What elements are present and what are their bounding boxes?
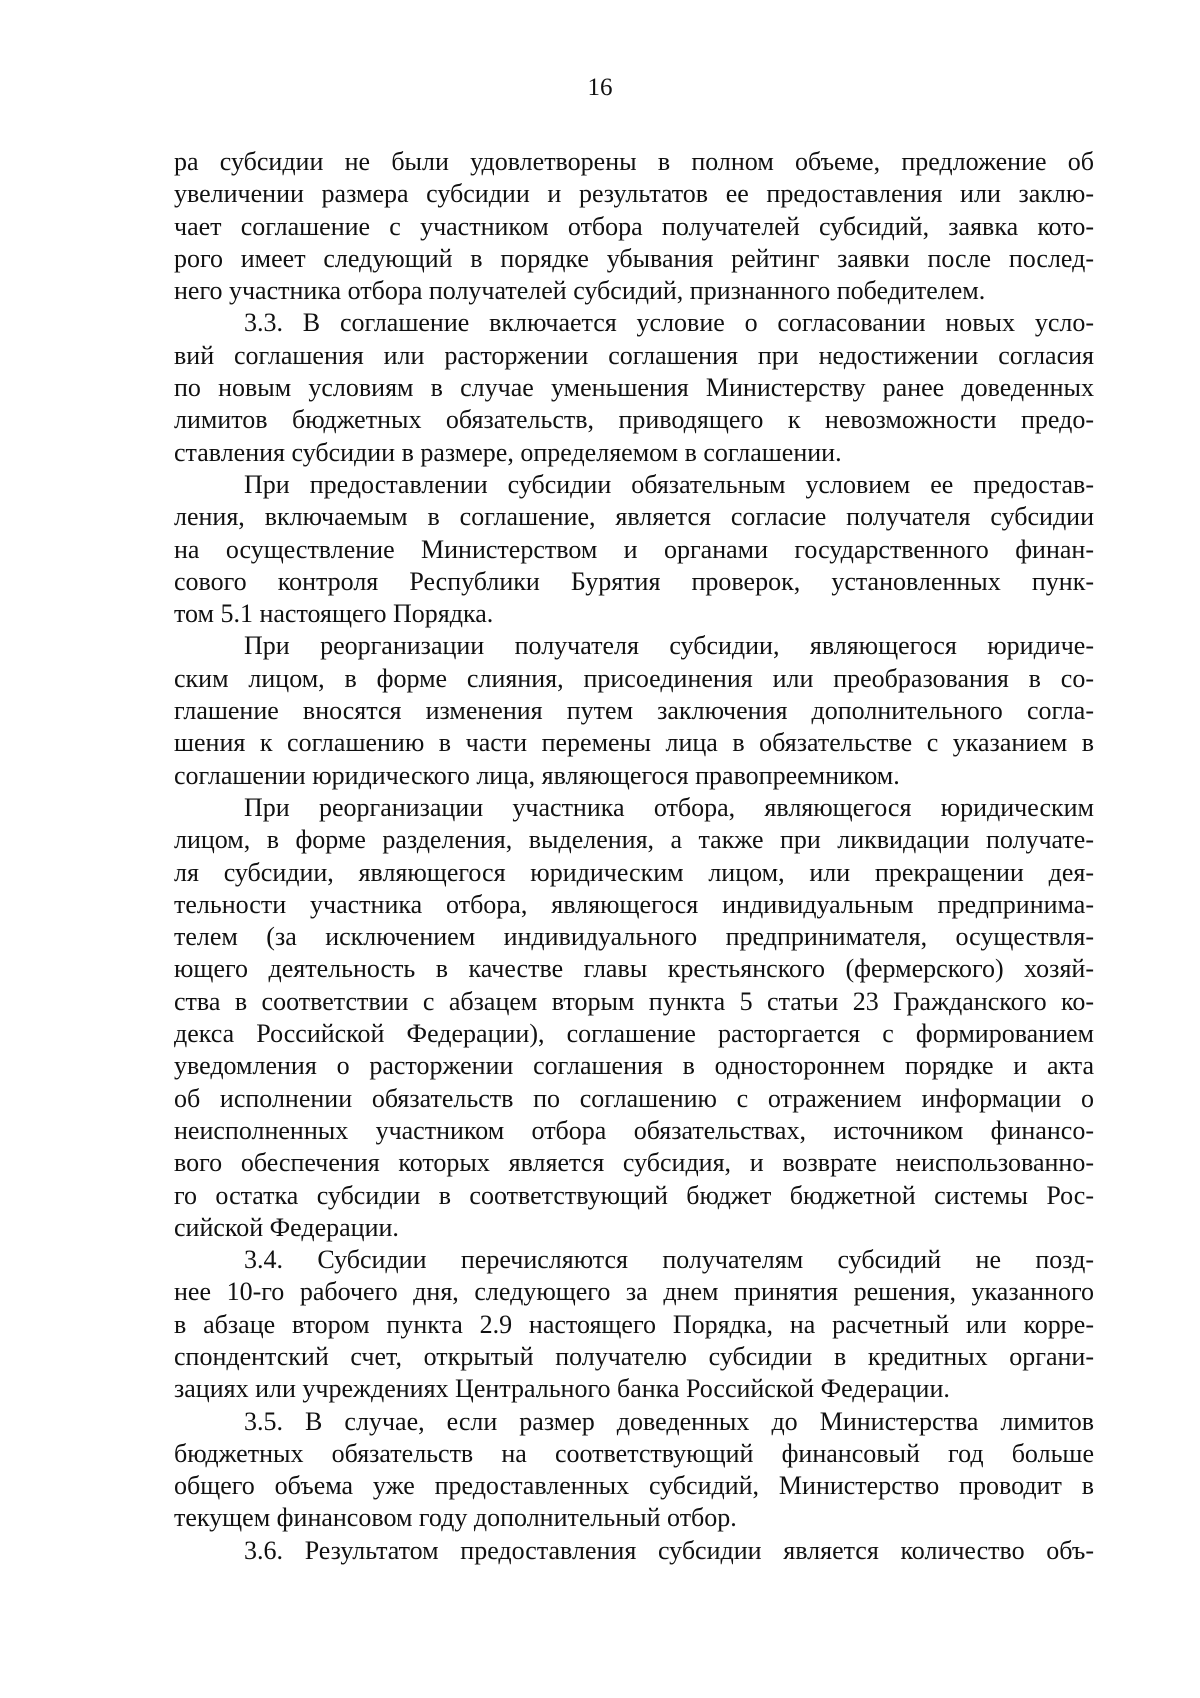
text-line: ским лицом, в форме слияния, присоединения или преобразования в со- <box>174 663 1094 693</box>
text-line: телем (за исключением индивидуального предпринимателя, осуществля- <box>174 922 1094 952</box>
paragraph-4 <box>174 630 1094 791</box>
text-line: по новым условиям в случае уменьшения Министерству ранее доведенных <box>174 373 1094 403</box>
text-line: зациях или учреждениях Центрального банка Российской Федерации. <box>174 1374 950 1404</box>
paragraph-7 <box>174 1406 1094 1535</box>
text-line: текущем финансовом году дополнительный отбор. <box>174 1503 737 1533</box>
text-line: в абзаце втором пункта 2.9 настоящего Порядка, на расчетный или корре- <box>174 1309 1094 1339</box>
page-number: 16 <box>587 74 613 101</box>
text-line: тельности участника отбора, являющегося индивидуальным предпринима- <box>174 889 1094 919</box>
text-line: на осуществление Министерством и органами государственного финан- <box>174 534 1094 564</box>
text-line: общего объема уже предоставленных субсидий, Министерство проводит в <box>174 1471 1094 1501</box>
paragraph-8 <box>174 1535 1094 1567</box>
text-line: 3.4. Субсидии перечисляются получателям субсидий не позд- <box>244 1245 1094 1275</box>
paragraph-5 <box>174 792 1094 1244</box>
text-line: ления, включаемым в соглашение, является согласие получателя субсидии <box>174 502 1094 532</box>
text-line: При реорганизации участника отбора, являющегося юридическим <box>244 792 1094 822</box>
text-line: При предоставлении субсидии обязательным условием ее предостав- <box>244 469 1094 499</box>
text-line: ющего деятельность в качестве главы крестьянского (фермерского) хозяй- <box>174 954 1094 984</box>
text-line: него участника отбора получателей субсидий, признанного победителем. <box>174 276 986 306</box>
paragraph-3 <box>174 469 1094 630</box>
document-body <box>174 146 1094 1567</box>
text-line: ра субсидии не были удовлетворены в полном объеме, предложение об <box>174 147 1094 176</box>
text-line: том 5.1 настоящего Порядка. <box>174 599 494 629</box>
paragraph-6 <box>174 1244 1094 1405</box>
text-line: сового контроля Республики Бурятия проверок, установленных пунк- <box>174 566 1094 596</box>
text-line: бюджетных обязательств на соответствующий финансовый год больше <box>174 1438 1094 1468</box>
text-line: рого имеет следующий в порядке убывания рейтинг заявки после послед- <box>174 243 1094 273</box>
text-line: сийской Федерации. <box>174 1212 399 1242</box>
text-line: 3.3. В соглашение включается условие о согласовании новых усло- <box>244 308 1094 338</box>
text-line: ставления субсидии в размере, определяемом в соглашении. <box>174 437 842 467</box>
text-line: ства в соответствии с абзацем вторым пункта 5 статьи 23 Гражданского ко- <box>174 986 1094 1016</box>
text-line: спондентский счет, открытый получателю субсидии в кредитных органи- <box>174 1341 1094 1371</box>
text-line: соглашении юридического лица, являющегося правопреемником. <box>174 760 900 790</box>
paragraph-1 <box>174 146 1094 307</box>
paragraph-2 <box>174 307 1094 468</box>
text-line: нее 10-го рабочего дня, следующего за днем принятия решения, указанного <box>174 1277 1094 1307</box>
text-line: чает соглашение с участником отбора получателей субсидий, заявка кото- <box>174 211 1094 241</box>
text-line: ля субсидии, являющегося юридическим лицом, или прекращении дея- <box>174 857 1094 887</box>
text-line: лицом, в форме разделения, выделения, а также при ликвидации получате- <box>174 825 1094 855</box>
text-line: лимитов бюджетных обязательств, приводящего к невозможности предо- <box>174 405 1094 435</box>
text-line: об исполнении обязательств по соглашению с отражением информации о <box>174 1083 1094 1113</box>
text-line: увеличении размера субсидии и результатов ее предоставления или заклю- <box>174 179 1094 209</box>
text-line: шения к соглашению в части перемены лица в обязательстве с указанием в <box>174 728 1094 758</box>
text-line: При реорганизации получателя субсидии, являющегося юридиче- <box>244 631 1094 661</box>
text-line: уведомления о расторжении соглашения в одностороннем порядке и акта <box>174 1051 1094 1081</box>
text-line: 3.5. В случае, если размер доведенных до Министерства лимитов <box>244 1406 1094 1436</box>
text-line: го остатка субсидии в соответствующий бюджет бюджетной системы Рос- <box>174 1180 1094 1210</box>
text-line: декса Российской Федерации), соглашение расторгается с формированием <box>174 1019 1094 1049</box>
text-line: 3.6. Результатом предоставления субсидии является количество объ- <box>244 1535 1094 1565</box>
text-line: вого обеспечения которых является субсидия, и возврате неиспользованно- <box>174 1148 1094 1178</box>
text-line: вий соглашения или расторжении соглашения при недостижении согласия <box>174 340 1094 370</box>
text-line: глашение вносятся изменения путем заключения дополнительного согла- <box>174 696 1094 726</box>
text-line: неисполненных участником отбора обязательствах, источником финансо- <box>174 1115 1094 1145</box>
